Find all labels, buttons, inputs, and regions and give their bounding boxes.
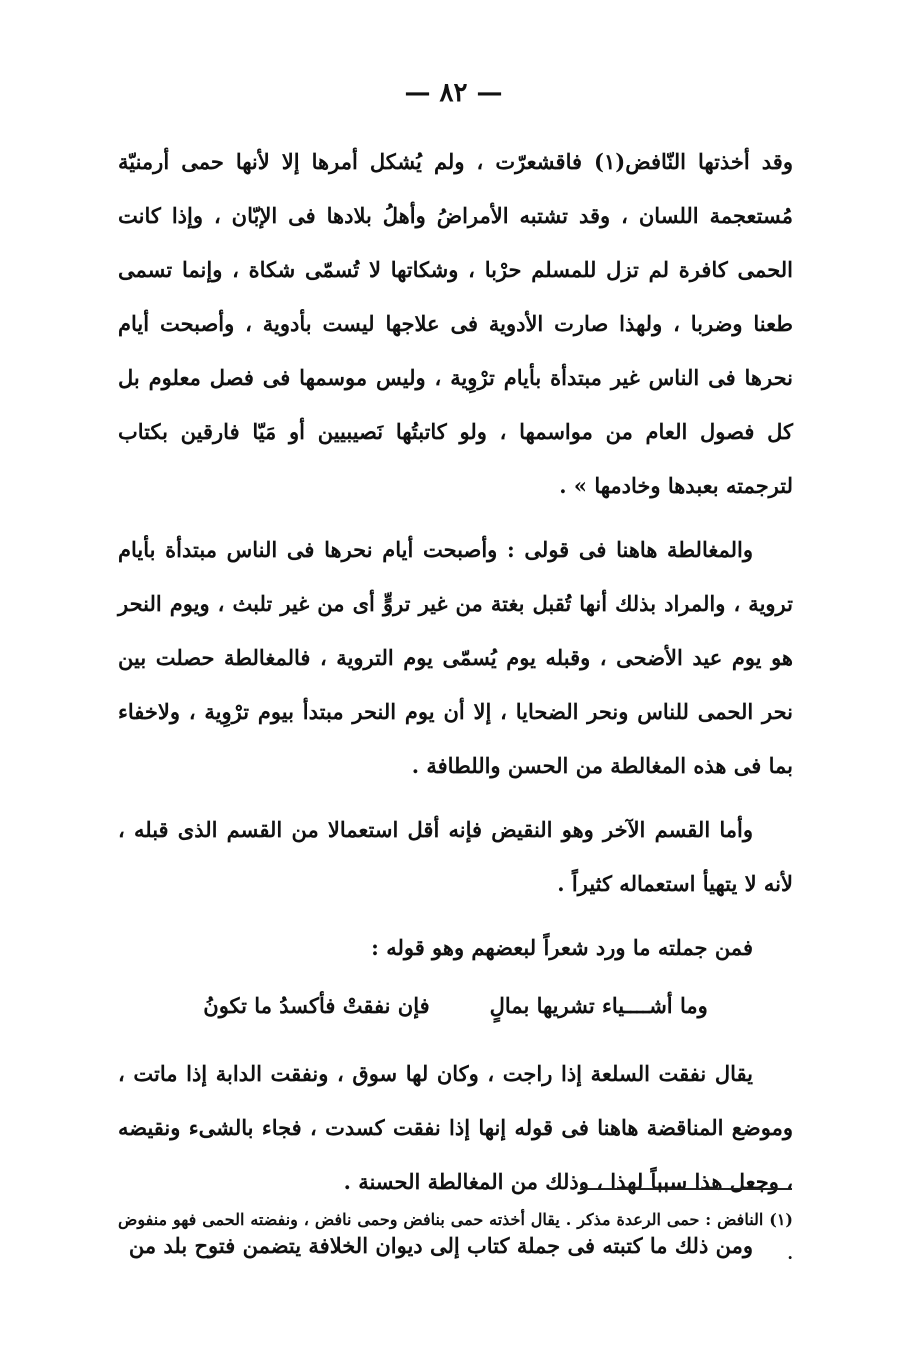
verse-line <box>118 979 793 1033</box>
paragraph-6: ومن ذلك ما كتبته فى جملة كتاب إلى ديوان الخلافة يتضمن فتوح بلد من <box>128 1233 753 1258</box>
page-number: — ٨٢ — <box>404 78 503 108</box>
main-text <box>118 135 793 1273</box>
verse-second-hemistich: فإن نفقتْ فأكسدُ ما تكونُ <box>203 993 430 1018</box>
footnote-divider <box>580 1188 792 1190</box>
paragraph-3: وأما القسم الآخر وهو النقيض فإنه أقل استعمالا من القسم الذى قبله ، لأنه لا يتهيأ استعماله كثيراً . <box>118 817 793 896</box>
paragraph-1: وقد أخذتها النّافض(١) فاقشعرّت ، ولم يُشكل أمرها إلا لأنها حمى أرمنيّة مُستعجمة اللسان ، وقد تشتبه الأمراضُ وأهلُ بلادها فى الإبّان ، وإذا كانت الحمى كافرة لم تزل للمسلم حرْبا ، وشكاتها لا تُسمّى شكاة ، وإنما تسمى طعنا وضربا ، ولهذا صارت الأدوية فى علاجها ليست بأدوية ، وأصبحت أيام نحرها فى الناس غير مبتدأة بأيام ترْوِية ، وليس موسمها فى فصل معلوم بل كل فصول العام من مواسمها ، ولو كاتبتُها نَصيبيين أو مَيّا فارقين بكتاب لترجمته بعبدها وخادمها » . <box>118 149 793 498</box>
footnote: (١) النافض : حمى الرعدة مذكر . يقال أخذته حمى بنافض وحمى نافض ، ونفضته الحمى فهو منفوض . <box>118 1210 793 1263</box>
verse-first-hemistich: وما أشــــياء تشريها بمالٍ <box>489 993 708 1018</box>
paragraph-2: والمغالطة هاهنا فى قولى : وأصبحت أيام نحرها فى الناس مبتدأة بأيام تروية ، والمراد بذلك أنها تُقبل بغتة من غير تروٍّ أى من غير تلبث ، ويوم النحر هو يوم عيد الأضحى ، وقبله يوم يُسمّى يوم التروية ، فالمغالطة حصلت بين نحر الحمى للناس ونحر الضحايا ، إلا أن يوم النحر مبتدأ بيوم ترْوِية ، ولاخفاء بما فى هذه المغالطة من الحسن واللطافة . <box>118 537 793 778</box>
paragraph-5: يقال نفقت السلعة إذا راجت ، وكان لها سوق ، ونفقت الدابة إذا ماتت ، وموضع المناقضة هاهنا فى قوله إنها إذا نفقت كسدت ، فجاء بالشىء ونقيضه ، وجعل هذا سبباً لهذا ، وذلك من المغالطة الحسنة . <box>118 1061 793 1194</box>
paragraph-4: فمن جملته ما ورد شعراً لبعضهم وهو قوله : <box>371 935 753 960</box>
